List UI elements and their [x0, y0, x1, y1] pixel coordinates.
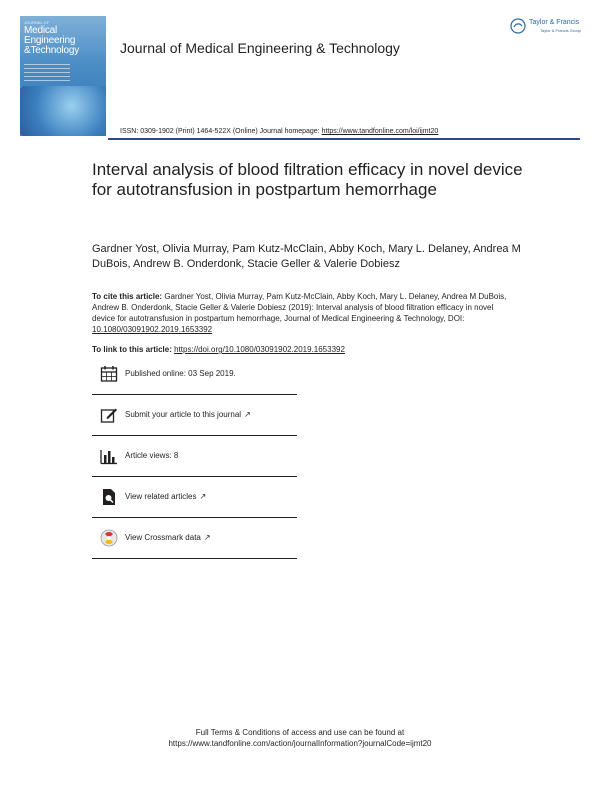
external-link-icon: ↗ — [244, 410, 251, 419]
submit-article-label: Submit your article to this journal — [125, 410, 242, 419]
journal-name: Journal of Medical Engineering & Technology — [120, 40, 400, 56]
related-articles-link[interactable] — [125, 492, 206, 501]
article-link-label: To link to this article: — [92, 345, 175, 354]
submit-article-link[interactable] — [125, 410, 251, 419]
external-link-icon: ↗ — [203, 533, 211, 542]
published-online-item — [92, 354, 297, 395]
article-doi-url[interactable]: https://doi.org/10.1080/03091902.2019.1653392 — [174, 345, 345, 354]
citation-text: Gardner Yost, Olivia Murray, Pam Kutz-McClain, Abby Koch, Mary L. Delaney, Andrea M DuBois, Andrew B. Onderdonk, Stacie Geller & Valerie Dobiesz (2019): Interval analysis of blood filtration efficacy in novel device for autotransfusion in postpartum hemorrhage, Journal of Medical Engineering & Technology, DOI: — [92, 292, 507, 323]
cover-top-text: JOURNAL OF — [24, 20, 50, 25]
crossmark-icon — [100, 529, 118, 547]
calendar-icon — [100, 365, 118, 383]
article-link-line — [92, 345, 345, 354]
terms-footer-line1: Full Terms & Conditions of access and use can be found at — [195, 728, 405, 737]
terms-footer-url[interactable]: https://www.tandfonline.com/action/journalInformation?journalCode=ijmt20 — [168, 739, 432, 748]
related-articles-label: View related articles — [125, 492, 197, 501]
article-views-label: Article views: 8 — [125, 451, 179, 460]
cover-text-lines — [24, 64, 70, 84]
publisher-logo — [510, 16, 586, 38]
document-search-icon — [100, 488, 118, 506]
cover-artwork — [20, 86, 106, 136]
cover-title: Medical Engineering &Technology — [24, 25, 80, 56]
issn-text: ISSN: 0309-1902 (Print) 1464-522X (Online) Journal homepage: — [120, 128, 322, 135]
article-authors: Gardner Yost, Olivia Murray, Pam Kutz-McClain, Abby Koch, Mary L. Delaney, Andrea M DuBois, Andrew B. Onderdonk, Stacie Geller & Valerie Dobiesz — [92, 243, 521, 270]
related-articles-item[interactable] — [92, 477, 297, 518]
publisher-logo-text: Taylor & Francis — [529, 19, 580, 26]
published-online-label: Published online: 03 Sep 2019. — [125, 369, 236, 378]
header-divider — [108, 138, 580, 140]
edit-icon — [100, 406, 118, 424]
journal-cover-image — [20, 16, 106, 136]
doi-link[interactable]: 10.1080/03091902.2019.1653392 — [92, 325, 213, 334]
crossmark-label: View Crossmark data — [125, 533, 201, 542]
external-link-icon: ↗ — [199, 492, 207, 501]
publisher-logo-subtext: Taylor & Francis Group — [540, 28, 581, 33]
crossmark-link[interactable] — [125, 533, 211, 542]
citation-block — [92, 291, 512, 335]
issn-line — [120, 128, 438, 135]
publisher-logo-icon — [510, 18, 526, 34]
article-title: Interval analysis of blood filtration efficacy in novel device for autotransfusion in postpartum hemorrhage — [92, 160, 523, 199]
citation-label: To cite this article: — [92, 292, 163, 301]
article-views-item — [92, 436, 297, 477]
crossmark-item[interactable] — [92, 518, 297, 559]
bar-chart-icon — [100, 447, 118, 465]
journal-homepage-link[interactable]: https://www.tandfonline.com/loi/ijmt20 — [321, 128, 439, 135]
article-info-list — [92, 354, 297, 559]
submit-article-item[interactable] — [92, 395, 297, 436]
terms-footer — [0, 727, 600, 749]
